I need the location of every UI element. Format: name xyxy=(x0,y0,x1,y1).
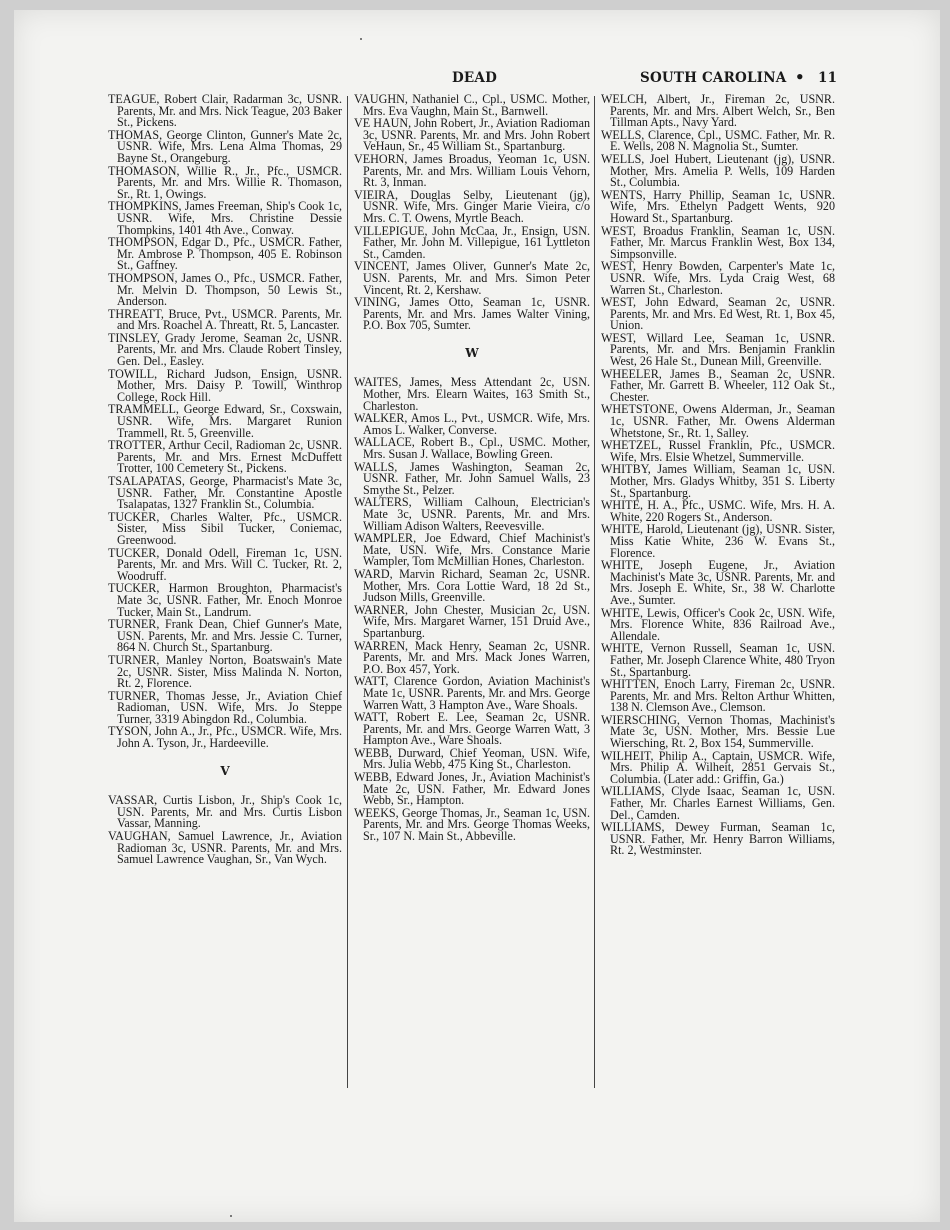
casualty-entry: WEEKS, George Thomas, Jr., Seaman 1c, USN. Parents, Mr. and Mrs. George Thomas Weeks, Sr., 107 N. Main St., Abbeville. xyxy=(354,805,590,844)
casualty-entry: WIERSCHING, Vernon Thomas, Machinist's Mate 3c, USN. Mother, Mrs. Bessie Lue Wiersching, Rt. 2, Box 154, Summerville. xyxy=(601,712,835,751)
casualty-entry: WHITBY, James William, Seaman 1c, USN. Mother, Mrs. Gladys Whitby, 351 S. Liberty St., Spartanburg. xyxy=(601,462,835,500)
column-divider xyxy=(347,96,348,1088)
casualty-entry: WAMPLER, Joe Edward, Chief Machinist's Mate, USN. Wife, Mrs. Constance Marie Wampler, Tom McMillian Hones, Charleston. xyxy=(354,531,590,569)
casualty-entry: WHITE, H. A., Pfc., USMC. Wife, Mrs. H. A. White, 220 Rogers St., Anderson. xyxy=(601,498,835,524)
casualty-entry: TURNER, Manley Norton, Boatswain's Mate 2c, USNR. Sister, Miss Malinda N. Norton, Rt. 2, Florence. xyxy=(108,652,342,691)
casualty-entry: WHEELER, James B., Seaman 2c, USNR. Father, Mr. Garrett B. Wheeler, 112 Oak St., Chester. xyxy=(601,366,835,404)
casualty-entry: VAUGHN, Nathaniel C., Cpl., USMC. Mother, Mrs. Eva Vaughn, Main St., Barnwell. xyxy=(354,92,590,118)
column-divider xyxy=(594,96,595,1088)
casualty-entry: WALLS, James Washington, Seaman 2c, USNR. Father, Mr. John Samuel Walls, 23 Smythe St., Pelzer. xyxy=(354,459,590,497)
casualty-entry: WEST, John Edward, Seaman 2c, USNR. Parents, Mr. and Mrs. Ed West, Rt. 1, Box 45, Union. xyxy=(601,295,835,333)
casualty-entry: VINING, James Otto, Seaman 1c, USNR. Parents, Mr. and Mrs. James Walter Vining, P.O. Box 705, Sumter. xyxy=(354,295,590,333)
casualty-entry: WEST, Henry Bowden, Carpenter's Mate 1c, USNR. Wife, Mrs. Lyda Craig West, 68 Warren St., Charleston. xyxy=(601,259,835,297)
casualty-entry: WARD, Marvin Richard, Seaman 2c, USNR. Mother, Mrs. Cora Lottie Ward, 18 2d St., Judson Mills, Greenville. xyxy=(354,566,590,605)
casualty-entry: THOMPSON, James O., Pfc., USMCR. Father, Mr. Melvin D. Thompson, 50 Lewis St., Anderson. xyxy=(108,270,342,309)
casualty-entry: WELLS, Joel Hubert, Lieutenant (jg), USNR. Mother, Mrs. Amelia P. Wells, 109 Harden St., Columbia. xyxy=(601,151,835,190)
casualty-entry: WILHEIT, Philip A., Captain, USMCR. Wife, Mrs. Philip A. Wilheit, 2851 Gervais St., Columbia. (Later add.: Griffin, Ga.) xyxy=(601,748,835,786)
casualty-entry: TEAGUE, Robert Clair, Radarman 3c, USNR. Parents, Mr. and Mrs. Nick Teague, 203 Baker St., Pickens. xyxy=(108,92,342,130)
section-heading: DEAD xyxy=(452,70,497,86)
casualty-entry: VINCENT, James Oliver, Gunner's Mate 2c, USN. Parents, Mr. and Mrs. Simon Peter Vincent, Rt. 2, Kershaw. xyxy=(354,259,590,297)
casualty-entry: WAITES, James, Mess Attendant 2c, USN. Mother, Mrs. Elearn Waites, 163 Smith St., Charleston. xyxy=(354,375,590,413)
casualty-entry: VAUGHAN, Samuel Lawrence, Jr., Aviation Radioman 3c, USNR. Parents, Mr. and Mrs. Samuel Lawrence Vaughan, Sr., Van Wych. xyxy=(108,829,342,867)
casualty-entry: WEBB, Edward Jones, Jr., Aviation Machinist's Mate 2c, USN. Father, Mr. Edward Jones Webb, Sr., Hampton. xyxy=(354,770,590,808)
casualty-entry: WALKER, Amos L., Pvt., USMCR. Wife, Mrs. Amos L. Walker, Converse. xyxy=(354,411,590,437)
casualty-entry: VILLEPIGUE, John McCaa, Jr., Ensign, USN. Father, Mr. John M. Villepigue, 161 Lyttleton St., Camden. xyxy=(354,223,590,261)
casualty-entry: VE HAUN, John Robert, Jr., Aviation Radioman 3c, USNR. Parents, Mr. and Mrs. John Robert VeHaun, Sr., 45 William St., Spartanburg. xyxy=(354,116,590,154)
casualty-entry: WATT, Robert E. Lee, Seaman 2c, USNR. Parents, Mr. and Mrs. George Warren Watt, 3 Hampton Ave., Ware Shoals. xyxy=(354,710,590,748)
casualty-entry: TOWILL, Richard Judson, Ensign, USNR. Mother, Mrs. Daisy P. Towill, Winthrop College, Rock Hill. xyxy=(108,366,342,404)
page-header xyxy=(0,70,950,90)
column-2 xyxy=(354,94,590,844)
casualty-entry: THOMPKINS, James Freeman, Ship's Cook 1c, USNR. Wife, Mrs. Christine Dessie Thompkins, 1401 4th Ave., Conway. xyxy=(108,199,342,237)
paper-speck xyxy=(230,1215,232,1217)
casualty-entry: WEBB, Durward, Chief Yeoman, USN. Wife, Mrs. Julia Webb, 475 King St., Charleston. xyxy=(354,745,590,772)
casualty-entry: WARNER, John Chester, Musician 2c, USN. Wife, Mrs. Margaret Warner, 151 Druid Ave., Spartanburg. xyxy=(354,602,590,640)
column-3 xyxy=(601,94,835,858)
casualty-entry: WENTS, Harry Phillip, Seaman 1c, USNR. Wife, Mrs. Ethelyn Padgett Wents, 920 Howard St., Spartanburg. xyxy=(601,187,835,225)
casualty-entry: TRAMMELL, George Edward, Sr., Coxswain, USNR. Wife, Mrs. Margaret Runion Trammell, Rt. 5, Greenville. xyxy=(108,402,342,440)
casualty-entry: TROTTER, Arthur Cecil, Radioman 2c, USNR. Parents, Mr. and Mrs. Ernest McDuffett Trotter, 100 Cemetery St., Pickens. xyxy=(108,438,342,476)
casualty-entry: WILLIAMS, Dewey Furman, Seaman 1c, USNR. Father, Mr. Henry Barron Williams, Rt. 2, Westminster. xyxy=(601,820,835,858)
casualty-entry: TUCKER, Harmon Broughton, Pharmacist's Mate 3c, USNR. Father, Mr. Enoch Monroe Tucker, Main St., Landrum. xyxy=(108,581,342,619)
section-letter: V xyxy=(220,763,230,778)
casualty-entry: TYSON, John A., Jr., Pfc., USMCR. Wife, Mrs. John A. Tyson, Jr., Hardeeville. xyxy=(108,724,342,751)
section-letter: W xyxy=(465,345,479,360)
casualty-entry: TINSLEY, Grady Jerome, Seaman 2c, USNR. Parents, Mr. and Mrs. Claude Robert Tinsley, Gen. Del., Easley. xyxy=(108,330,342,369)
casualty-entry: THOMAS, George Clinton, Gunner's Mate 2c, USNR. Wife, Mrs. Lena Alma Thomas, 29 Bayne St., Orangeburg. xyxy=(108,127,342,165)
column-1 xyxy=(108,94,342,867)
casualty-entry: WHITE, Harold, Lieutenant (jg), USNR. Sister, Miss Katie White, 236 W. Evans St., Florence. xyxy=(601,522,835,560)
header-bullet: • xyxy=(795,68,805,86)
casualty-entry: WHITTEN, Enoch Larry, Fireman 2c, USNR. Parents, Mr. and Mrs. Relton Arthur Whitten, 138 N. Clemson Ave., Clemson. xyxy=(601,677,835,715)
page-number: 11 xyxy=(818,70,838,86)
casualty-entry: WATT, Clarence Gordon, Aviation Machinist's Mate 1c, USNR. Parents, Mr. and Mrs. George Warren Watt, 3 Hampton Ave., Ware Shoals. xyxy=(354,674,590,712)
casualty-entry: WHETZEL, Russel Franklin, Pfc., USMCR. Wife, Mrs. Elsie Whetzel, Summerville. xyxy=(601,438,835,464)
casualty-entry: TURNER, Frank Dean, Chief Gunner's Mate, USN. Parents, Mr. and Mrs. Jessie C. Turner, 864 N. Church St., Spartanburg. xyxy=(108,617,342,655)
casualty-entry: WALTERS, William Calhoun, Electrician's Mate 3c, USNR. Parents, Mr. and Mrs. William Adison Walters, Reevesville. xyxy=(354,495,590,533)
casualty-entry: TUCKER, Donald Odell, Fireman 1c, USN. Parents, Mr. and Mrs. Will C. Tucker, Rt. 2, Woodruff. xyxy=(108,545,342,583)
casualty-entry: WHITE, Joseph Eugene, Jr., Aviation Machinist's Mate 3c, USNR. Parents, Mr. and Mrs. Joseph E. White, Sr., 38 W. Charlotte Ave., Sumter. xyxy=(601,558,835,607)
casualty-entry: WHETSTONE, Owens Alderman, Jr., Seaman 1c, USNR. Father, Mr. Owens Alderman Whetstone, Sr., Rt. 1, Salley. xyxy=(601,402,835,440)
state-heading: SOUTH CAROLINA xyxy=(640,70,787,86)
casualty-entry: VEHORN, James Broadus, Yeoman 1c, USN. Parents, Mr. and Mrs. William Louis Vehorn, Rt. 3, Inman. xyxy=(354,151,590,190)
casualty-entry: WARREN, Mack Henry, Seaman 2c, USNR. Parents, Mr. and Mrs. Mack Jones Warren, P.O. Box 457, York. xyxy=(354,638,590,676)
casualty-entry: WHITE, Vernon Russell, Seaman 1c, USN. Father, Mr. Joseph Clarence White, 480 Tryon St., Spartanburg. xyxy=(601,641,835,679)
casualty-entry: VASSAR, Curtis Lisbon, Jr., Ship's Cook 1c, USN. Parents, Mr. and Mrs. Curtis Lisbon Vassar, Manning. xyxy=(108,793,342,831)
casualty-entry: TURNER, Thomas Jesse, Jr., Aviation Chief Radioman, USN. Wife, Mrs. Jo Steppe Turner, 3319 Abingdon Rd., Columbia. xyxy=(108,688,342,726)
casualty-entry: WILLIAMS, Clyde Isaac, Seaman 1c, USN. Father, Mr. Charles Earnest Williams, Gen. Del., Camden. xyxy=(601,784,835,822)
casualty-entry: WEST, Willard Lee, Seaman 1c, USNR. Parents, Mr. and Mrs. Benjamin Franklin West, 26 Hale St., Dunean Mill, Greenville. xyxy=(601,330,835,369)
casualty-entry: THOMPSON, Edgar D., Pfc., USMCR. Father, Mr. Ambrose P. Thompson, 405 E. Robinson St., Gaffney. xyxy=(108,235,342,273)
casualty-entry: WHITE, Lewis, Officer's Cook 2c, USN. Wife, Mrs. Florence White, 836 Railroad Ave., Allendale. xyxy=(601,605,835,643)
casualty-entry: WALLACE, Robert B., Cpl., USMC. Mother, Mrs. Susan J. Wallace, Bowling Green. xyxy=(354,435,590,462)
casualty-entry: THREATT, Bruce, Pvt., USMCR. Parents, Mr. and Mrs. Roachel A. Threatt, Rt. 5, Lancaster. xyxy=(108,306,342,333)
casualty-entry: WEST, Broadus Franklin, Seaman 1c, USN. Father, Mr. Marcus Franklin West, Box 134, Simpsonville. xyxy=(601,223,835,261)
casualty-entry: VIEIRA, Douglas Selby, Lieutenant (jg), USNR. Wife, Mrs. Ginger Marie Vieira, c/o Mrs. C. T. Owens, Myrtle Beach. xyxy=(354,187,590,225)
paper-speck xyxy=(360,38,362,40)
casualty-entry: WELLS, Clarence, Cpl., USMC. Father, Mr. R. E. Wells, 208 N. Magnolia St., Sumter. xyxy=(601,127,835,154)
casualty-entry: WELCH, Albert, Jr., Fireman 2c, USNR. Parents, Mr. and Mrs. Albert Welch, Sr., Ben Tillman Apts., Navy Yard. xyxy=(601,92,835,130)
casualty-entry: THOMASON, Willie R., Jr., Pfc., USMCR. Parents, Mr. and Mrs. Willie R. Thomason, Sr., Rt. 1, Owings. xyxy=(108,163,342,201)
casualty-entry: TSALAPATAS, George, Pharmacist's Mate 3c, USNR. Father, Mr. Constantine Apostle Tsalapatas, 1327 Franklin St., Columbia. xyxy=(108,474,342,512)
casualty-entry: TUCKER, Charles Walter, Pfc., USMCR. Sister, Miss Sibil Tucker, Coniemac, Greenwood. xyxy=(108,509,342,547)
